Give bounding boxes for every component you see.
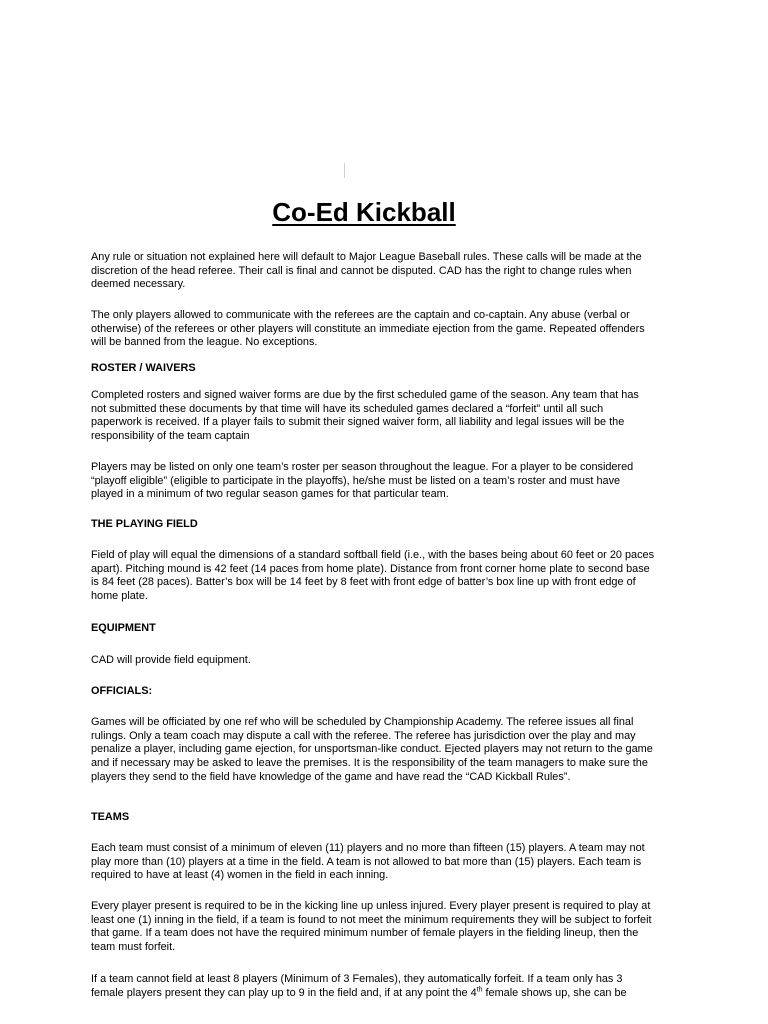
- heading-equipment: EQUIPMENT: [91, 622, 156, 634]
- document-title: Co-Ed Kickball: [272, 197, 456, 227]
- heading-teams: TEAMS: [91, 811, 130, 823]
- text-line: is 84 feet (28 paces). Batter’s box will be 14 feet by 8 feet with front edge of batter’s box line up with front edge of: [91, 576, 636, 589]
- text-line: Completed rosters and signed waiver forms are due by the first scheduled game of the season. Any team that has: [91, 389, 639, 401]
- ordinal-superscript: th: [476, 986, 483, 994]
- text-line: paperwork is received. If a player fails to submit their signed waiver form, all liability and legal issues will be the: [91, 416, 625, 429]
- team-size-paragraph: [91, 842, 681, 883]
- text-line: Players may be listed on only one team’s roster per season throughout the league. For a player to be considered: [91, 461, 634, 473]
- forfeit-rules-paragraph: [91, 973, 681, 1000]
- text-fragment: female players present they can play up to 9 in the field and, if at any point the 4: [91, 986, 477, 999]
- playoff-eligibility-paragraph: [91, 461, 681, 502]
- text-line: that game. If a team does not have the required minimum number of female players in the fielding lineup, then the: [91, 927, 639, 940]
- text-line: responsibility of the team captain: [91, 430, 250, 443]
- text-line: Any rule or situation not explained here will default to Major League Baseball rules. These calls will be made at the: [91, 251, 642, 263]
- text-line: deemed necessary.: [91, 278, 186, 291]
- text-line: played in a minimum of two regular season games for that particular team.: [91, 488, 449, 501]
- text-line: The only players allowed to communicate with the referees are the captain and co-captain. Any abuse (verbal or: [91, 309, 630, 321]
- text-line: and if necessary may be asked to leave the premises. It is the responsibility of the team managers to make sure the: [91, 757, 648, 770]
- text-line: rulings. Only a team coach may dispute a call with the referee. The referee has jurisdiction over the play and may: [91, 729, 636, 742]
- text-line: team must forfeit.: [91, 941, 176, 954]
- text-line: players they send to the field have knowledge of the game and have read the “CAD Kickball Rules”.: [91, 770, 571, 783]
- text-line: will be banned from the league. No exceptions.: [91, 336, 318, 349]
- heading-roster-waivers: ROSTER / WAIVERS: [91, 362, 196, 374]
- text-line: required to have at least (4) women in the field in each inning.: [91, 869, 389, 882]
- equipment-paragraph: [91, 654, 681, 668]
- playing-field-paragraph: [91, 549, 681, 604]
- text-line: not submitted these documents by that time will have its scheduled games declared a “forfeit” until all such: [91, 402, 604, 415]
- text-line: Field of play will equal the dimensions of a standard softball field (i.e., with the bases being about 60 feet or 20 paces: [91, 549, 655, 561]
- text-line: apart). Pitching mound is 42 feet (14 paces from home plate). Distance from front corner home plate to second base: [91, 562, 650, 575]
- text-line: [91, 987, 681, 1001]
- text-line: otherwise) of the referees or other players will constitute an immediate ejection from the game. Repeated offenders: [91, 322, 645, 335]
- text-cursor-mark: [344, 163, 345, 178]
- text-line: Every player present is required to be in the kicking line up unless injured. Every player present is required to play at: [91, 900, 651, 912]
- text-line: home plate.: [91, 590, 148, 603]
- text-line: If a team cannot field at least 8 players (Minimum of 3 Females), they automatically forfeit. If a team only has 3: [91, 973, 623, 985]
- lineup-requirements-paragraph: [91, 900, 681, 955]
- text-line: penalize a player, including game ejection, for unsportsman-like conduct. Ejected players may not return to the game: [91, 743, 653, 756]
- text-fragment: female shows up, she can be: [482, 986, 627, 999]
- text-line: discretion of the head referee. Their call is final and cannot be disputed. CAD has the right to change rules when: [91, 264, 632, 277]
- intro-paragraph: [91, 251, 681, 292]
- text-line: play more than (10) players at a time in the field. A team is not allowed to bat more than (15) players. Each team is: [91, 855, 642, 868]
- heading-playing-field: THE PLAYING FIELD: [91, 518, 198, 530]
- roster-paragraph: [91, 389, 681, 444]
- text-line: CAD will provide field equipment.: [91, 654, 251, 666]
- text-line: Games will be officiated by one ref who will be scheduled by Championship Academy. The referee issues all final: [91, 716, 634, 728]
- communication-paragraph: [91, 309, 681, 350]
- heading-officials: OFFICIALS:: [91, 685, 153, 697]
- text-line: least one (1) inning in the field, if a team is found to not meet the minimum requirements they will be subject to forfeit: [91, 913, 652, 926]
- text-line: Each team must consist of a minimum of eleven (11) players and no more than fifteen (15) players. A team may not: [91, 842, 645, 854]
- text-line: “playoff eligible” (eligible to participate in the playoffs), he/she must be listed on a team’s roster and must have: [91, 474, 621, 487]
- officials-paragraph: [91, 716, 681, 785]
